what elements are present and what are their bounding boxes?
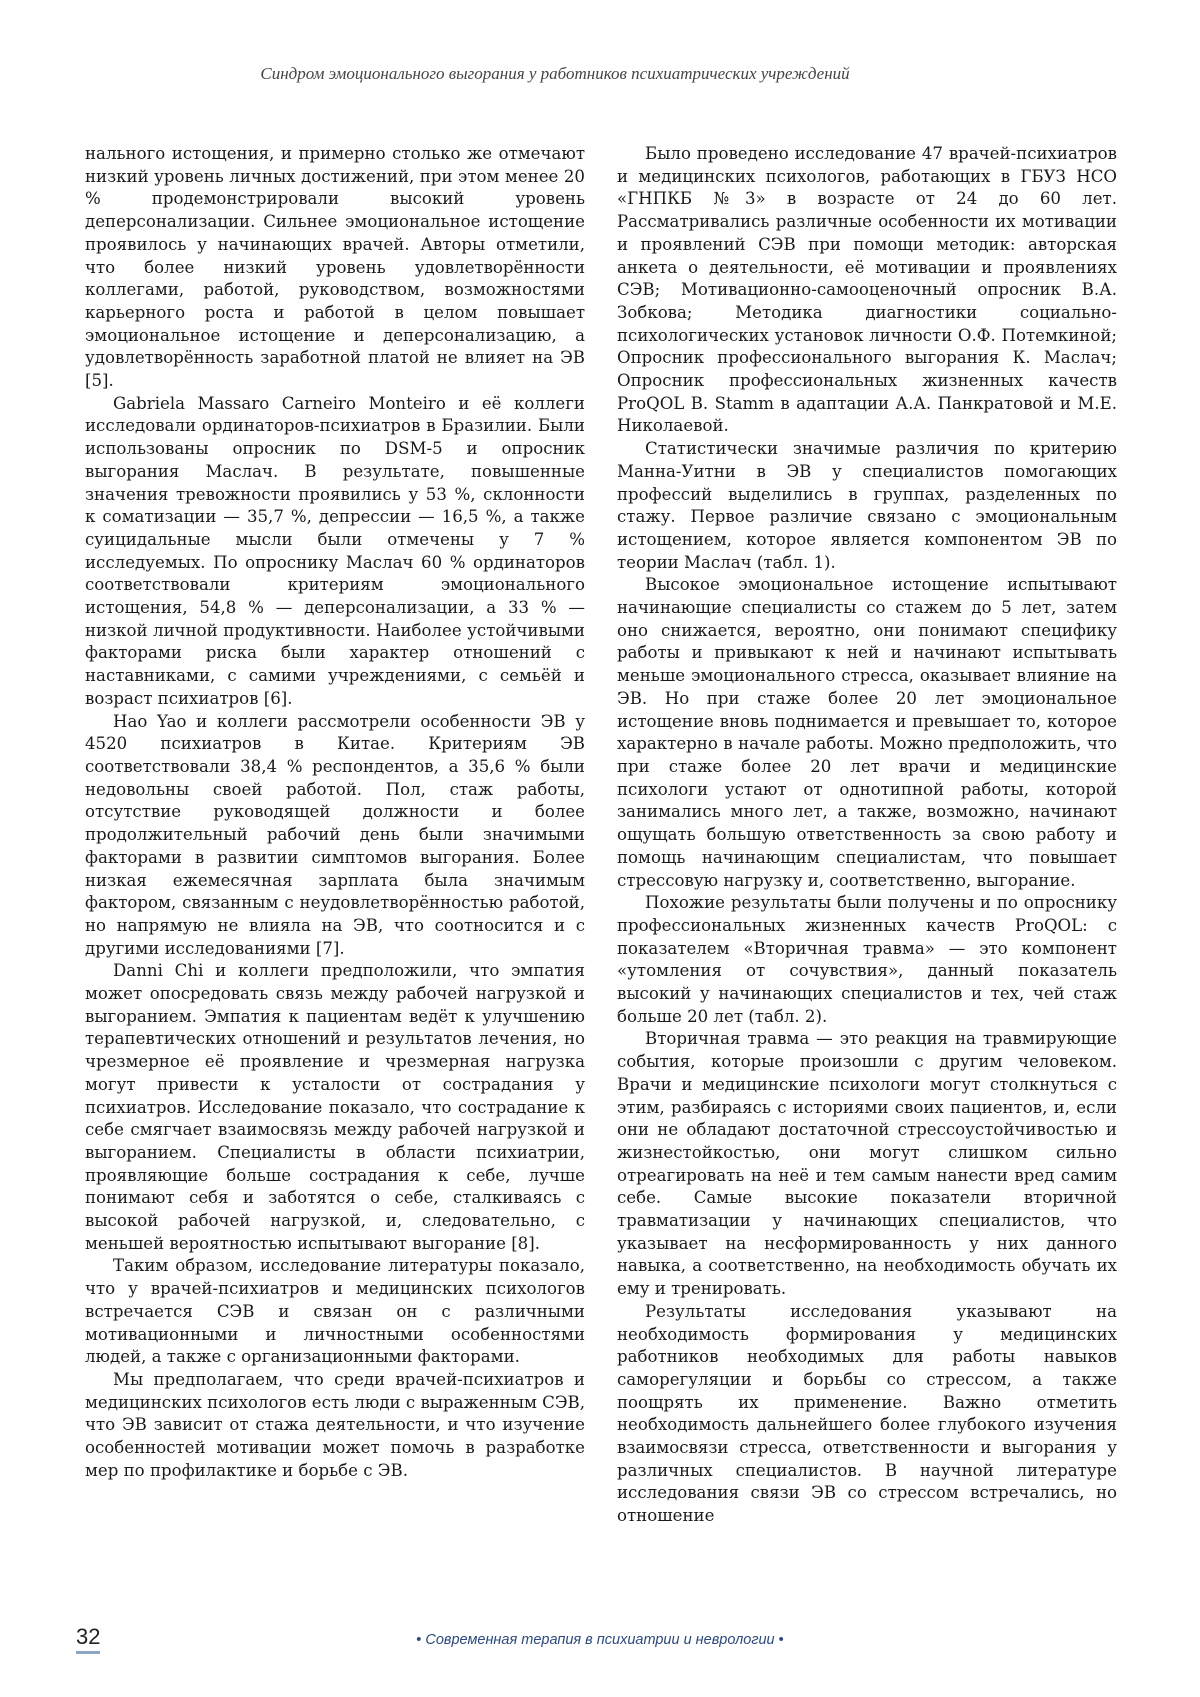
bullet-icon: • [416, 1632, 421, 1648]
left-column [85, 143, 585, 1482]
paragraph: Hao Yao и коллеги рассмотрели особенности ЭВ у 4520 психиатров в Китае. Критериям ЭВ соответствовали 38,4 % респондентов, а 35,6 % были недовольны своей работой. Пол, стаж работы, отсутствие руководящей должности и более продолжительный рабочий день были значимыми факторами в развитии симптомов выгорания. Более низкая ежемесячная зарплата была значимым фактором, связанным с неудовлетворённостью работой, но напрямую не влияла на ЭВ, что соотносится и с другими исследованиями [7]. [85, 711, 585, 961]
journal-title: Современная терапия в психиатрии и неврологии [425, 1632, 774, 1648]
paragraph: нального истощения, и примерно столько же отмечают низкий уровень личных достижений, при этом менее 20 % продемонстрировали высокий уровень деперсонализации. Сильнее эмоциональное истощение проявилось у начинающих врачей. Авторы отметили, что более низкий уровень удовлетворённости коллегами, работой, руководством, возможностями карьерного роста и работой в целом повышает эмоциональное истощение и деперсонализацию, а удовлетворённость заработной платой не влияет на ЭВ [5]. [85, 143, 585, 393]
paragraph: Было проведено исследование 47 врачей-психиатров и медицинских психологов, работающих в ГБУЗ НСО «ГНПКБ №3» в возрасте от 24 до 60 лет. Рассматривались различные особенности их мотивации и проявлений СЭВ при помощи методик: авторская анкета о деятельности, её мотивации и проявлениях СЭВ; Мотивационно-самооценочный опросник В.А. Зобкова; Методика диагностики социально-психологических установок личности О.Ф. Потемкиной; Опросник профессионального выгорания К. Маслач; Опросник профессиональных жизненных качеств ProQOL B. Stamm в адаптации А.А. Панкратовой и М.Е. Николаевой. [617, 143, 1117, 438]
paragraph: Danni Chi и коллеги предположили, что эмпатия может опосредовать связь между рабочей нагрузкой и выгоранием. Эмпатия к пациентам ведёт к улучшению терапевтических отношений и результатов лечения, но чрезмерное её проявление и чрезмерная нагрузка могут привести к усталости от сострадания у психиатров. Исследование показало, что сострадание к себе смягчает взаимосвязь между рабочей нагрузкой и выгоранием. Специалисты в области психиатрии, проявляющие больше сострадания к себе, лучше понимают себя и заботятся о себе, сталкиваясь с высокой рабочей нагрузкой, и, следовательно, с меньшей вероятностью испытывают выгорание [8]. [85, 960, 585, 1255]
bullet-icon: • [779, 1632, 784, 1648]
paragraph: Результаты исследования указывают на необходимость формирования у медицинских работников необходимых для работы навыков саморегуляции и борьбы со стрессом, а также поощрять их применение. Важно отметить необходимость дальнейшего более глубокого изучения взаимосвязи стресса, ответственности и выгорания у различных специалистов. В научной литературе исследования связи ЭВ со стрессом встречались, но отношение [617, 1301, 1117, 1528]
paragraph: Высокое эмоциональное истощение испытывают начинающие специалисты со стажем до 5 лет, затем оно снижается, вероятно, они понимают специфику работы и привыкают к ней и начинают испытывать меньше эмоционального стресса, оказывает влияние на ЭВ. Но при стаже более 20 лет эмоциональное истощение вновь поднимается и превышает то, которое характерно в начале работы. Можно предположить, что при стаже более 20 лет врачи и медицинские психологи устают от однотипной работы, которой занимались много лет, а также, возможно, начинают ощущать большую ответственность за свою работу и помощь начинающим специалистам, что повышает стрессовую нагрузку и, соответственно, выгорание. [617, 574, 1117, 892]
page-number: 32 [76, 1625, 100, 1654]
journal-footer [0, 1632, 1200, 1648]
paragraph: Вторичная травма — это реакция на травмирующие события, которые произошли с другим человеком. Врачи и медицинские психологи могут столкнуться с этим, разбираясь с историями своих пациентов, и, если они не обладают достаточной стрессоустойчивостью и жизнестойкостью, они могут слишком сильно отреагировать на неё и тем самым нанести вред самим себе. Самые высокие показатели вторичной травматизации у начинающих специалистов, что указывает на несформированность у них данного навыка, а соответственно, на необходимость обучать их ему и тренировать. [617, 1028, 1117, 1300]
paragraph: Статистически значимые различия по критерию Манна-Уитни в ЭВ у специалистов помогающих профессий выделились в группах, разделенных по стажу. Первое различие связано с эмоциональным истощением, которое является компонентом ЭВ по теории Маслач (табл. 1). [617, 438, 1117, 574]
paragraph: Таким образом, исследование литературы показало, что у врачей-психиатров и медицинских психологов встречается СЭВ и связан он с различными мотивационными и личностными особенностями людей, а также с организационными факторами. [85, 1255, 585, 1369]
paragraph: Мы предполагаем, что среди врачей-психиатров и медицинских психологов есть люди с выраженным СЭВ, что ЭВ зависит от стажа деятельности, и что изучение особенностей мотивации может помочь в разработке мер по профилактике и борьбе с ЭВ. [85, 1369, 585, 1483]
running-title: Синдром эмоционального выгорания у работников психиатрических учреждений [0, 64, 1110, 84]
paragraph: Gabriela Massaro Carneiro Monteiro и её коллеги исследовали ординаторов-психиатров в Бразилии. Были использованы опросник по DSM-5 и опросник выгорания Маслач. В результате, повышенные значения тревожности проявились у 53 %, склонности к соматизации — 35,7 %, депрессии — 16,5 %, а также суицидальные мысли были отмечены у 7 % исследуемых. По опроснику Маслач 60 % ординаторов соответствовали критериям эмоционального истощения, 54,8 % — деперсонализации, а 33 % — низкой личной продуктивности. Наиболее устойчивыми факторами риска были характер отношений с наставниками, с самими учреждениями, с семьёй и возраст психиатров [6]. [85, 393, 585, 711]
right-column [617, 143, 1117, 1528]
paragraph: Похожие результаты были получены и по опроснику профессиональных жизненных качеств ProQOL: с показателем «Вторичная травма» — это компонент «утомления от сочувствия», данный показатель высокий у начинающих специалистов и тех, чей стаж больше 20 лет (табл. 2). [617, 892, 1117, 1028]
